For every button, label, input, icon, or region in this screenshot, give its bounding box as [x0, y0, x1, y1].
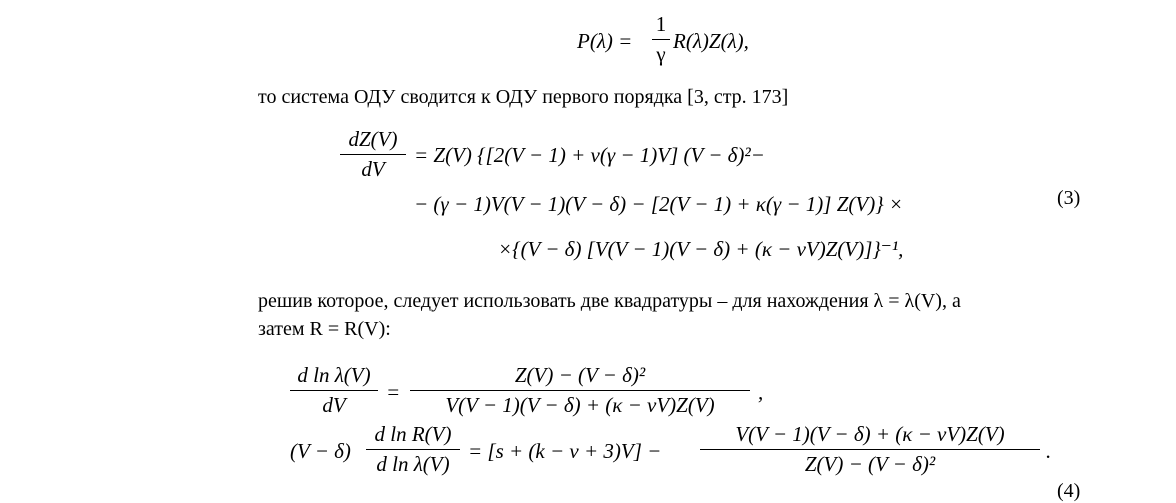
eq4-a-lhs-den: dV	[322, 393, 346, 417]
eq4-a-lhs-fraction	[290, 363, 378, 418]
eq-p-frac-den: γ	[656, 42, 666, 66]
eq4-b-rhs-fraction	[700, 422, 1040, 477]
eq3-frac-num: dZ(V)	[348, 127, 398, 151]
eq-p-fraction	[652, 12, 670, 67]
eq4-a-comma: ,	[758, 380, 764, 404]
paragraph-text-1: то система ОДУ сводится к ОДУ первого порядка [3, стр. 173]	[258, 86, 789, 108]
paragraph-text-2-line-2: затем R = R(V):	[258, 318, 391, 340]
eq4-b-rhs-den: Z(V) − (V − δ)²	[804, 452, 936, 476]
eq4-b-middle: = [s + (k − ν + 3)V] −	[468, 439, 662, 463]
eq-p-lhs: P(λ) =	[577, 29, 633, 53]
eq4-b-lhs-num: d ln R(V)	[374, 422, 452, 446]
eq4-a-lhs-num: d ln λ(V)	[297, 363, 371, 387]
eq4-a-equals: =	[386, 380, 401, 404]
eq3-line-1: = Z(V) {[2(V − 1) + ν(γ − 1)V] (V − δ)²−	[414, 143, 765, 167]
eq-p-frac-num: 1	[655, 12, 667, 36]
eq4-b-lhs-fraction	[366, 422, 460, 477]
eq3-frac-den: dV	[361, 157, 385, 181]
paragraph-text-2-line-1: решив которое, следует использовать две квадратуры – для нахождения λ = λ(V), а	[258, 290, 961, 312]
eq3-fraction	[340, 127, 406, 182]
eq4-a-rhs-den: V(V − 1)(V − δ) + (κ − νV)Z(V)	[445, 393, 715, 417]
eq3-line-3: ×{(V − δ) [V(V − 1)(V − δ) + (κ − νV)Z(V)]}⁻¹,	[498, 237, 904, 261]
eq-p-rhs: R(λ)Z(λ),	[673, 29, 749, 53]
eq4-b-rhs-num: V(V − 1)(V − δ) + (κ − νV)Z(V)	[735, 422, 1005, 446]
eq3-number: (3)	[1057, 187, 1081, 209]
eq3-line-2: − (γ − 1)V(V − 1)(V − δ) − [2(V − 1) + κ(γ − 1)] Z(V)} ×	[414, 192, 904, 216]
eq4-a-rhs-fraction	[410, 363, 750, 418]
eq4-b-lhs-den: d ln λ(V)	[376, 452, 450, 476]
eq4-b-period: .	[1046, 439, 1052, 463]
eq4-b-prefix: (V − δ)	[290, 439, 351, 463]
eq4-a-rhs-num: Z(V) − (V − δ)²	[514, 363, 646, 387]
eq4-number: (4)	[1057, 480, 1081, 502]
